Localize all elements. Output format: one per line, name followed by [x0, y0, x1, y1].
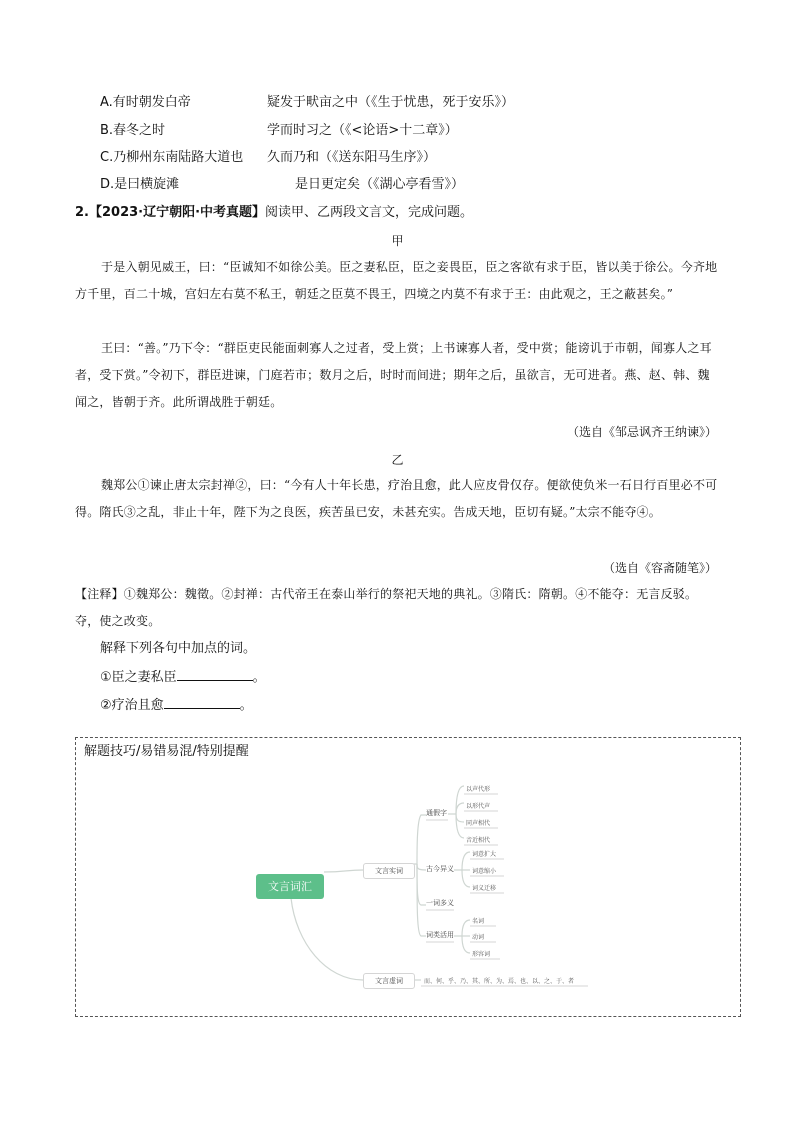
mindmap-leaf: 动词 [472, 934, 485, 941]
passage-jia-para2: 王曰：“善。”乃下令：“群臣吏民能面刺寡人之过者，受上赏；上书谏寡人者，受中赏；能谤讥于市朝，闻寡人之耳者，受下赏。”令初下，群臣进谏，门庭若市；数月之后，时时而间进；期年之后，虽欲言，无可进者。燕、赵、韩、魏闻之，皆朝于齐。此所谓战胜于朝廷。 [75, 341, 712, 409]
option-d: D.是曰横旋滩 [100, 177, 180, 192]
mindmap-leaf: 以声代形 [466, 786, 491, 793]
tips-box [75, 737, 741, 1017]
option-c: C.乃柳州东南陆路大道也 [100, 150, 244, 165]
answer-blank-1[interactable] [177, 668, 253, 681]
task-item-1 [100, 668, 266, 687]
option-b-right: 学而时习之（《<论语>十二章》） [267, 123, 458, 138]
mindmap-xuci-list: 而、何、乎、乃、其、所、为、焉、也、以、之、于、者 [424, 978, 575, 985]
mindmap-leaf: 以形代声 [466, 803, 491, 810]
task-item-1-end: 。 [252, 670, 266, 685]
answer-blank-2[interactable] [164, 696, 240, 709]
mindmap-cilei: 词类活用 [426, 931, 454, 939]
mindmap-root: 文言词汇 [256, 874, 324, 899]
question-number: 2. [75, 205, 89, 220]
passage-yi-source: （选自《容斋随笔》） [602, 561, 717, 575]
mindmap-leaf: 音近相代 [466, 837, 491, 844]
mindmap-gujin: 古今异义 [426, 865, 454, 873]
mindmap-leaf: 词意扩大 [472, 851, 497, 858]
mindmap-leaf: 词义迁移 [472, 885, 497, 892]
tips-title: 解题技巧/易错易混/特别提醒 [84, 744, 249, 759]
mindmap-leaf: 同声相代 [466, 820, 491, 827]
question-instruction: 阅读甲、乙两段文言文，完成问题。 [265, 205, 474, 220]
passage-jia-source: （选自《邹忌讽齐王纳谏》） [566, 425, 717, 439]
mindmap-leaf: 形容词 [472, 951, 491, 958]
mindmap-xuci: 文言虚词 [363, 973, 415, 989]
task-item-2-text: ②疗治且愈 [100, 698, 164, 713]
mindmap-leaf: 名词 [472, 918, 485, 925]
question-source-tag: 【2023·辽宁朝阳·中考真题】 [88, 205, 266, 220]
mindmap-yiciduoyi: 一词多义 [426, 899, 454, 907]
passage-yi-title: 乙 [391, 453, 404, 467]
mindmap-leaf: 词意缩小 [472, 868, 497, 875]
passage-jia-title: 甲 [391, 234, 404, 248]
passage-yi-para1: 魏郑公①谏止唐太宗封禅②，曰：“今有人十年长患，疗治且愈，此人应皮骨仅存。便欲使负米一石日行百里必不可得。隋氏③之乱，非止十年，陛下为之良医，疾苦虽已安，未甚充实。告成天地，臣切有疑。”太宗不能夺④。 [75, 478, 718, 519]
task-item-2-end: 。 [239, 698, 253, 713]
option-a [100, 94, 191, 112]
annotations: 【注释】①魏郑公：魏徵。②封禅：古代帝王在泰山举行的祭祀天地的典礼。③隋氏：隋朝。④不能夺：无言反驳。夺，使之改变。 [75, 587, 698, 628]
question-2-header [75, 204, 473, 222]
mindmap-tongjiazi: 通假字 [426, 809, 447, 817]
passage-jia-para1: 于是入朝见威王，曰：“臣诚知不如徐公美。臣之妻私臣，臣之妾畏臣，臣之客欲有求于臣，皆以美于徐公。今齐地方千里，百二十城，宫妇左右莫不私王，朝廷之臣莫不畏王，四境之内莫不有求于王：由此观之，王之蔽甚矣。” [75, 260, 718, 301]
task-item-1-text: ①臣之妻私臣 [100, 670, 177, 685]
option-a-right: 疑发于畎亩之中（《生于忧患，死于安乐》） [267, 95, 515, 110]
option-d-right: 是日更定矣（《湖心亭看雪》） [295, 177, 465, 192]
task-prompt: 解释下列各句中加点的词。 [100, 641, 257, 656]
mindmap-shici: 文言实词 [363, 863, 415, 879]
option-b: B.春冬之时 [100, 123, 166, 138]
task-item-2 [100, 696, 253, 715]
option-label: A.有时朝发白帝 [100, 95, 191, 110]
option-c-right: 久而乃和（《送东阳马生序》） [267, 150, 437, 165]
